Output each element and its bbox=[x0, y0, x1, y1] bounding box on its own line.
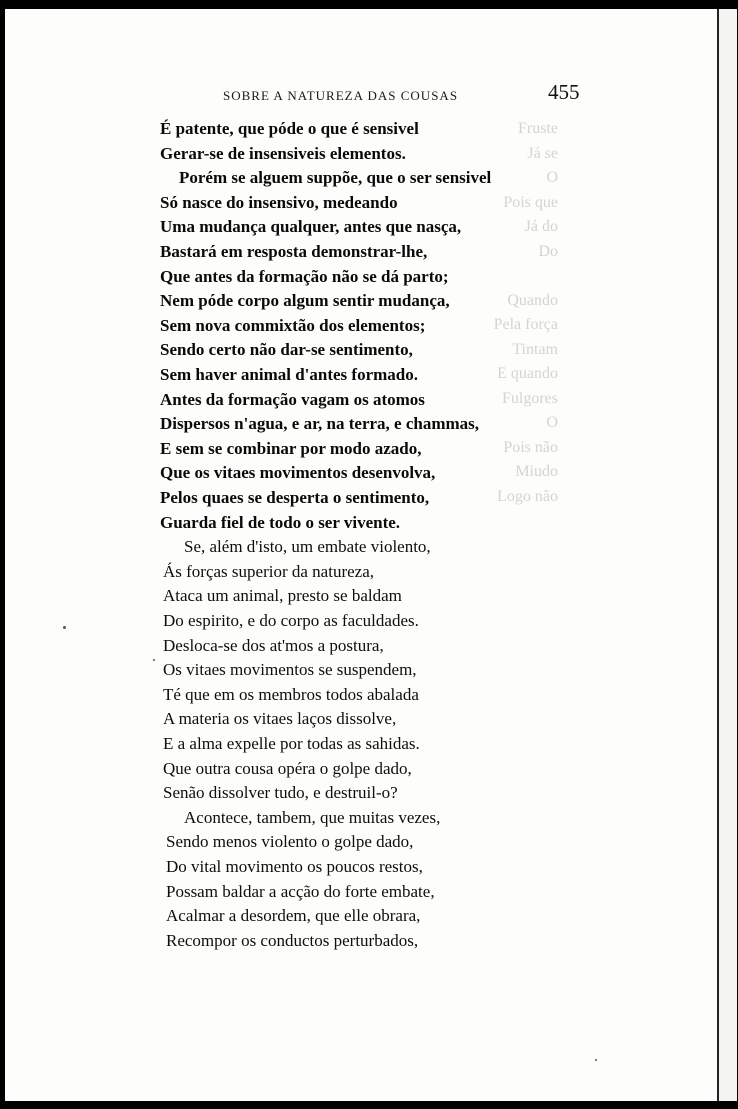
verse-line: Os vitaes movimentos se suspendem, bbox=[163, 660, 417, 680]
verse-line: Do espirito, e do corpo as faculdades. bbox=[163, 611, 419, 630]
verse-line: Recompor os conductos perturbados, bbox=[166, 930, 419, 950]
verse-line: A materia os vitaes laços dissolve, bbox=[163, 709, 397, 729]
verse-line: Nem póde corpo algum sentir mudança, bbox=[160, 291, 450, 311]
bleed-line: Já se bbox=[527, 144, 558, 162]
verse-line: Gerar-se de insensiveis elementos. bbox=[160, 143, 406, 163]
verse-line: Possam baldar a acção do forte embate, bbox=[166, 881, 435, 901]
bleed-line: Tintam bbox=[512, 340, 558, 358]
verse-line: Que antes da formação não se dá parto; bbox=[160, 266, 449, 286]
bleed-line: E quando bbox=[497, 365, 558, 382]
verse-line: Desloca-se dos at'mos a postura, bbox=[163, 635, 384, 655]
verse-line: Só nasce do insensivo, medeando bbox=[160, 192, 398, 212]
bleed-line bbox=[438, 264, 558, 289]
verse-line: Antes da formação vagam os atomos bbox=[160, 389, 425, 409]
bleed-line: Do bbox=[538, 242, 558, 260]
bleed-line: Quando bbox=[507, 291, 558, 309]
verse-line: Ataca um animal, presto se baldam bbox=[163, 586, 402, 606]
verse-line: Porém se alguem suppõe, que o ser sensivel bbox=[179, 168, 492, 188]
verse-line: Sendo menos violento o golpe dado, bbox=[166, 832, 414, 852]
verse-line: Ás forças superior da natureza, bbox=[163, 561, 374, 581]
verse-line: Sem nova commixtão dos elementos; bbox=[160, 315, 426, 335]
verse-line: Guarda fiel de todo o ser vivente. bbox=[160, 512, 401, 532]
bleed-line: Pois que bbox=[503, 193, 558, 211]
verse-line: E sem se combinar por modo azado, bbox=[160, 438, 422, 458]
verse-line: Bastará em resposta demonstrar-lhe, bbox=[160, 242, 428, 261]
bleed-line: Fulgores bbox=[502, 389, 558, 407]
verse-line: Pelos quaes se desperta o sentimento, bbox=[160, 488, 430, 507]
bleed-line: Logo não bbox=[497, 487, 558, 505]
verse-line: Sendo certo não dar-se sentimento, bbox=[160, 340, 413, 360]
verse-line: Uma mudança qualquer, antes que nasça, bbox=[160, 217, 462, 237]
book-page bbox=[5, 9, 717, 1101]
verse-line: Se, além d'isto, um embate violento, bbox=[184, 537, 431, 557]
running-title: SOBRE A NATUREZA DAS COUSAS bbox=[223, 88, 459, 103]
verse-line: Senão dissolver tudo, e destruil-o? bbox=[163, 783, 398, 803]
verse-line: Sem haver animal d'antes formado. bbox=[160, 365, 418, 384]
page-number: 455 bbox=[548, 80, 580, 104]
verse-line: Acontece, tambem, que muitas vezes, bbox=[184, 807, 441, 827]
bleed-line: Fruste bbox=[518, 120, 558, 137]
verse-line: E a alma expelle por todas as sahidas. bbox=[163, 734, 420, 753]
verse-line: Do vital movimento os poucos restos, bbox=[166, 857, 423, 876]
running-head bbox=[5, 80, 717, 106]
bleed-line: O bbox=[546, 169, 558, 186]
paper-speck bbox=[595, 1059, 597, 1061]
verse-line: Acalmar a desordem, que elle obrara, bbox=[166, 906, 421, 926]
paper-speck bbox=[63, 626, 66, 629]
verse-line: Que os vitaes movimentos desenvolva, bbox=[160, 463, 436, 483]
bleed-line: O bbox=[546, 414, 558, 431]
verse-line: Dispersos n'agua, e ar, na terra, e chammas, bbox=[160, 414, 480, 434]
bleed-line: Pois não bbox=[503, 438, 558, 456]
paper-speck bbox=[153, 659, 155, 661]
bleed-line: Pela força bbox=[493, 316, 558, 333]
bleed-line: Miudo bbox=[515, 463, 558, 480]
verse-line: É patente, que póde o que é sensivel bbox=[160, 119, 419, 138]
verse-line: Té que em os membros todos abalada bbox=[163, 684, 419, 704]
verse-line: Que outra cousa opéra o golpe dado, bbox=[163, 758, 412, 778]
bleed-line: Já do bbox=[524, 218, 558, 235]
adjacent-page-edge bbox=[717, 9, 737, 1101]
